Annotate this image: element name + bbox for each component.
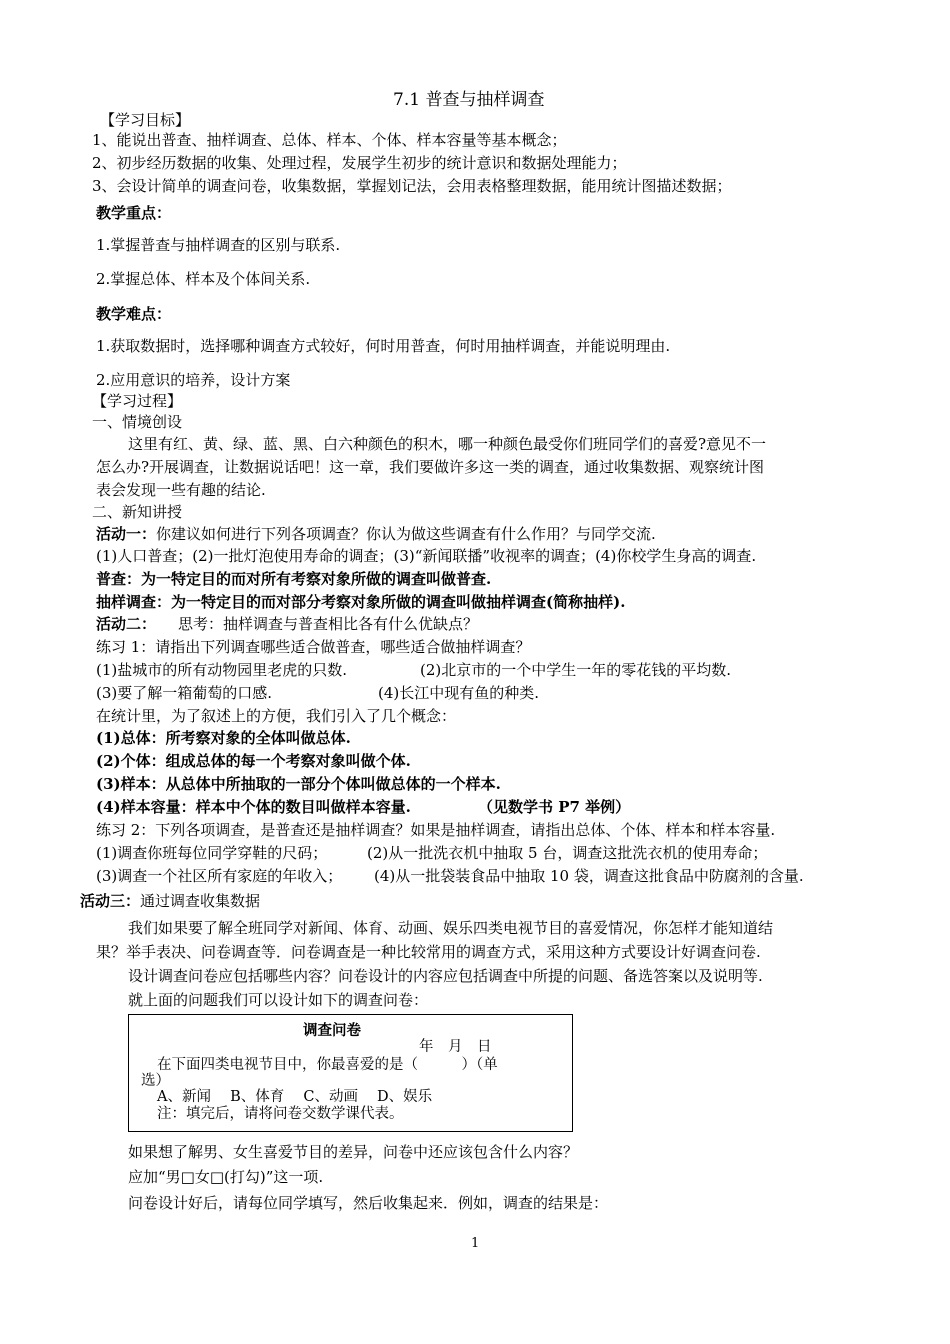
paragraph-line: 果？举手表决、问卷调查等．问卷调查是一种比较常用的调查方式，采用这种方式要设计好调查问卷. bbox=[96, 943, 761, 961]
section-title: 一、情境创设 bbox=[92, 413, 183, 431]
questionnaire-note: 注：填完后，请将问卷交数学课代表。 bbox=[157, 1106, 404, 1122]
concept-item: (3)样本：从总体中所抽取的一部分个体叫做总体的一个样本. bbox=[96, 775, 501, 793]
activity-items: (1)人口普查；(2)一批灯泡使用寿命的调查；(3)“新闻联播”收视率的调查；(4)你校学生身高的调查. bbox=[96, 547, 757, 565]
key-point-item: 1.掌握普查与抽样调查的区别与联系. bbox=[96, 236, 341, 254]
practice-item: (4)长江中现有鱼的种类. bbox=[378, 684, 540, 702]
activity-text: 通过调查收集数据 bbox=[140, 892, 261, 910]
paragraph-line: 就上面的问题我们可以设计如下的调查问卷： bbox=[128, 991, 429, 1009]
questionnaire-question: 在下面四类电视节目中，你最喜爱的是（ ）（单 bbox=[157, 1057, 498, 1073]
definition-sample-survey: 抽样调查：为一特定目的而对部分考察对象所做的调查叫做抽样调查(简称抽样). bbox=[96, 593, 626, 611]
paragraph-line: 表会发现一些有趣的结论. bbox=[96, 481, 266, 499]
paragraph-line: 设计调查问卷应包括哪些内容？问卷设计的内容应包括调查中所提的问题、备选答案以及说明等. bbox=[128, 967, 763, 985]
key-point-item: 2.掌握总体、样本及个体间关系. bbox=[96, 270, 311, 288]
paragraph-line: 问卷设计好后，请每位同学填写，然后收集起来．例如，调查的结果是： bbox=[128, 1194, 609, 1212]
concept-item: (4)样本容量：样本中个体的数目叫做样本容量. bbox=[96, 798, 411, 816]
process-header: 【学习过程】 bbox=[92, 392, 183, 410]
practice-item: (2)从一批洗衣机中抽取 5 台，调查这批洗衣机的使用寿命； bbox=[367, 844, 768, 862]
concepts-note: （见数学书 P7 举例） bbox=[478, 798, 631, 816]
objectives-header: 【学习目标】 bbox=[100, 111, 191, 129]
practice-item: (1)调查你班每位同学穿鞋的尺码； bbox=[96, 844, 328, 862]
activity-label: 活动一： bbox=[96, 525, 157, 543]
practice-title: 练习 1：请指出下列调查哪些适合做普查，哪些适合做抽样调查？ bbox=[96, 638, 531, 656]
concepts-intro: 在统计里，为了叙述上的方便，我们引入了几个概念： bbox=[96, 707, 457, 725]
objective-item: 1、能说出普查、抽样调查、总体、样本、个体、样本容量等基本概念； bbox=[92, 131, 567, 149]
questionnaire-date: 年 月 日 bbox=[419, 1039, 492, 1055]
questionnaire-question-cont: 选） bbox=[141, 1073, 170, 1089]
objective-item: 3、会设计简单的调查问卷，收集数据，掌握划记法，会用表格整理数据，能用统计图描述数据； bbox=[92, 177, 732, 195]
page-number: 1 bbox=[471, 1236, 480, 1251]
page-title: 7.1 普查与抽样调查 bbox=[393, 90, 545, 110]
difficulty-item: 2.应用意识的培养，设计方案 bbox=[96, 371, 291, 389]
practice-item: (4)从一批袋装食品中抽取 10 袋，调查这批食品中防腐剂的含量. bbox=[374, 867, 804, 885]
paragraph-line: 应加“男□女□(打勾)”这一项. bbox=[128, 1168, 324, 1186]
section-title: 二、新知讲授 bbox=[92, 503, 183, 521]
questionnaire-title: 调查问卷 bbox=[303, 1022, 361, 1039]
paragraph-line: 我们如果要了解全班同学对新闻、体育、动画、娱乐四类电视节目的喜爱情况，你怎样才能知道结 bbox=[128, 919, 774, 937]
paragraph-line: 怎么办?开展调查，让数据说话吧！这一章，我们要做许多这一类的调查，通过收集数据、观察统计图 bbox=[96, 458, 765, 476]
activity-text: 思考：抽样调查与普查相比各有什么优缺点？ bbox=[178, 615, 479, 633]
practice-item: (3)调查一个社区所有家庭的年收入； bbox=[96, 867, 343, 885]
activity-1 bbox=[96, 524, 656, 544]
activity-text: 你建议如何进行下列各项调查？你认为做这些调查有什么作用？与同学交流. bbox=[156, 525, 656, 543]
questionnaire-options: A、新闻 B、体育 C、动画 D、娱乐 bbox=[157, 1089, 433, 1105]
paragraph-line: 如果想了解男、女生喜爱节目的差异，问卷中还应该包含什么内容？ bbox=[128, 1143, 579, 1161]
concept-item: (1)总体：所考察对象的全体叫做总体. bbox=[96, 729, 351, 747]
activity-2 bbox=[96, 614, 478, 634]
practice-title: 练习 2：下列各项调查，是普查还是抽样调查？如果是抽样调查，请指出总体、个体、样本和样本容量. bbox=[96, 821, 776, 839]
objective-item: 2、初步经历数据的收集、处理过程，发展学生初步的统计意识和数据处理能力； bbox=[92, 154, 627, 172]
questionnaire-box bbox=[128, 1014, 573, 1132]
paragraph-line: 这里有红、黄、绿、蓝、黑、白六种颜色的积木，哪一种颜色最受你们班同学们的喜爱?意见不一 bbox=[128, 435, 767, 453]
practice-item: (1)盐城市的所有动物园里老虎的只数. bbox=[96, 661, 348, 679]
activity-3 bbox=[80, 891, 260, 911]
difficulties-header: 教学难点： bbox=[96, 305, 172, 323]
activity-label: 活动二： bbox=[96, 615, 157, 633]
concept-item: (2)个体：组成总体的每一个考察对象叫做个体. bbox=[96, 752, 411, 770]
key-points-header: 教学重点： bbox=[96, 204, 172, 222]
definition-census: 普查：为一特定目的而对所有考察对象所做的调查叫做普查. bbox=[96, 570, 492, 588]
difficulty-item: 1.获取数据时，选择哪种调查方式较好，何时用普查，何时用抽样调查，并能说明理由. bbox=[96, 337, 671, 355]
practice-item: (2)北京市的一个中学生一年的零花钱的平均数. bbox=[420, 661, 732, 679]
practice-item: (3)要了解一箱葡萄的口感. bbox=[96, 684, 273, 702]
activity-label: 活动三： bbox=[80, 892, 141, 910]
